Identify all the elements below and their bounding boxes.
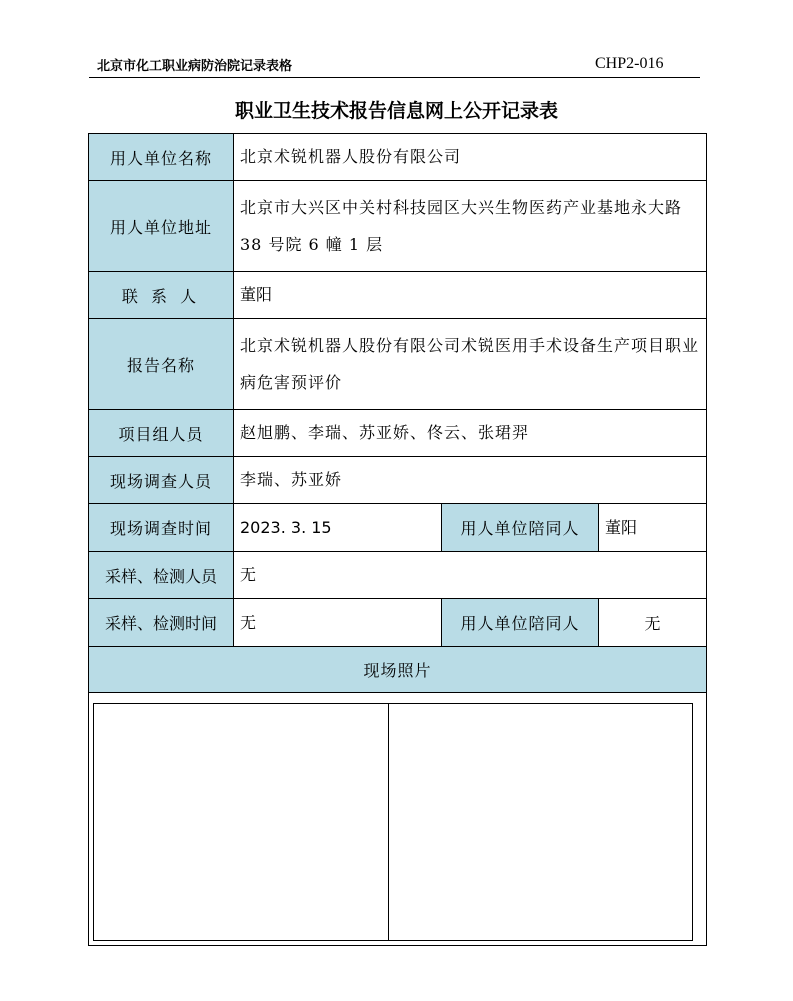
document-title: 职业卫生技术报告信息网上公开记录表 — [234, 100, 558, 122]
row-photos-header — [89, 647, 707, 693]
row-contact — [89, 272, 707, 319]
company-address-label: 用人单位地址 — [89, 181, 234, 272]
survey-companion-value: 董阳 — [599, 504, 707, 552]
sampling-time-label: 采样、检测时间 — [89, 599, 234, 647]
report-name-value: 北京术锐机器人股份有限公司术锐医用手术设备生产项目职业病危害预评价 — [234, 319, 707, 410]
row-sampling-staff — [89, 552, 707, 599]
survey-companion-label: 用人单位陪同人 — [442, 504, 599, 552]
photos-label: 现场照片 — [89, 647, 707, 693]
row-company-address — [89, 181, 707, 272]
survey-time-label: 现场调查时间 — [89, 504, 234, 552]
team-members-value: 赵旭鹏、李瑞、苏亚娇、佟云、张珺羿 — [234, 410, 707, 457]
survey-time-value: 2023. 3. 15 — [234, 504, 442, 552]
sampling-staff-label: 采样、检测人员 — [89, 552, 234, 599]
row-photos-area — [89, 693, 707, 946]
sampling-companion-value: 无 — [599, 599, 707, 647]
report-name-label: 报告名称 — [89, 319, 234, 410]
survey-staff-value: 李瑞、苏亚娇 — [234, 457, 707, 504]
record-table — [88, 133, 707, 946]
sampling-time-value: 无 — [234, 599, 442, 647]
row-company-name — [89, 134, 707, 181]
row-report-name — [89, 319, 707, 410]
contact-label: 联 系 人 — [89, 272, 234, 319]
row-sampling-time — [89, 599, 707, 647]
form-code: CHP2-016 — [595, 55, 664, 72]
row-survey-staff — [89, 457, 707, 504]
row-survey-time — [89, 504, 707, 552]
company-name-value: 北京术锐机器人股份有限公司 — [234, 134, 707, 181]
photo-frame — [93, 703, 693, 941]
row-team-members — [89, 410, 707, 457]
photos-area — [89, 693, 707, 946]
survey-staff-label: 现场调查人员 — [89, 457, 234, 504]
sampling-staff-value: 无 — [234, 552, 707, 599]
sampling-companion-label: 用人单位陪同人 — [442, 599, 599, 647]
company-name-label: 用人单位名称 — [89, 134, 234, 181]
contact-value: 董阳 — [234, 272, 707, 319]
form-header-org: 北京市化工职业病防治院记录表格 — [97, 59, 293, 74]
team-members-label: 项目组人员 — [89, 410, 234, 457]
photo-divider — [388, 704, 389, 940]
company-address-value: 北京市大兴区中关村科技园区大兴生物医药产业基地永大路 38 号院 6 幢 1 层 — [234, 181, 707, 272]
header-divider — [89, 77, 700, 78]
